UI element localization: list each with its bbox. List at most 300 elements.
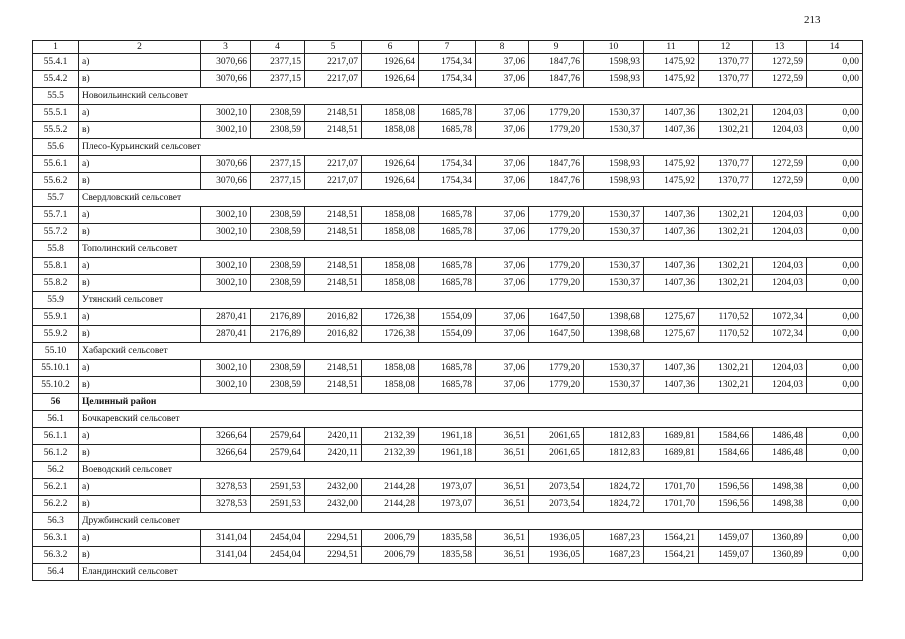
value-cell: 37,06 [476, 207, 529, 224]
value-cell: 3070,66 [201, 173, 251, 190]
row-id-cell: 56.1.2 [33, 445, 79, 462]
table-row [33, 275, 863, 292]
row-id-cell: 56.3.1 [33, 530, 79, 547]
value-cell: 3002,10 [201, 224, 251, 241]
value-cell: 37,06 [476, 309, 529, 326]
value-cell: 1685,78 [419, 275, 476, 292]
table-row [33, 156, 863, 173]
value-cell: 1530,37 [584, 360, 644, 377]
row-label-cell: в) [79, 547, 201, 564]
column-number-cell: 14 [807, 41, 863, 54]
value-cell: 1685,78 [419, 122, 476, 139]
row-label-cell: а) [79, 530, 201, 547]
value-cell: 1370,77 [699, 54, 753, 71]
table-row [33, 377, 863, 394]
value-cell: 1936,05 [529, 530, 584, 547]
section-heading-row [33, 190, 863, 207]
column-number-cell: 9 [529, 41, 584, 54]
value-cell: 1370,77 [699, 173, 753, 190]
value-cell: 3141,04 [201, 530, 251, 547]
value-cell: 1687,23 [584, 547, 644, 564]
section-heading-row [33, 462, 863, 479]
section-id-cell: 56 [33, 394, 79, 411]
value-cell: 2294,51 [305, 530, 362, 547]
row-label-cell: в) [79, 377, 201, 394]
row-label-cell: а) [79, 156, 201, 173]
row-label-cell: а) [79, 360, 201, 377]
value-cell: 1407,36 [644, 258, 699, 275]
row-label-cell: а) [79, 258, 201, 275]
value-cell: 1598,93 [584, 71, 644, 88]
value-cell: 1486,48 [753, 428, 807, 445]
value-cell: 2148,51 [305, 377, 362, 394]
row-id-cell: 55.4.1 [33, 54, 79, 71]
section-heading-row [33, 564, 863, 581]
value-cell: 1530,37 [584, 377, 644, 394]
table-row [33, 547, 863, 564]
value-cell: 2176,89 [251, 326, 305, 343]
value-cell: 1779,20 [529, 275, 584, 292]
value-cell: 1204,03 [753, 377, 807, 394]
value-cell: 1726,38 [362, 326, 419, 343]
value-cell: 3002,10 [201, 360, 251, 377]
value-cell: 0,00 [807, 547, 863, 564]
row-label-cell: в) [79, 173, 201, 190]
table-row [33, 326, 863, 343]
value-cell: 1824,72 [584, 496, 644, 513]
section-id-cell: 55.8 [33, 241, 79, 258]
value-cell: 1302,21 [699, 224, 753, 241]
value-cell: 2217,07 [305, 71, 362, 88]
value-cell: 1779,20 [529, 224, 584, 241]
value-cell: 37,06 [476, 360, 529, 377]
section-id-cell: 55.9 [33, 292, 79, 309]
value-cell: 2294,51 [305, 547, 362, 564]
value-cell: 1302,21 [699, 360, 753, 377]
value-cell: 3002,10 [201, 207, 251, 224]
value-cell: 3002,10 [201, 105, 251, 122]
value-cell: 1204,03 [753, 360, 807, 377]
value-cell: 1407,36 [644, 122, 699, 139]
value-cell: 1689,81 [644, 445, 699, 462]
value-cell: 1302,21 [699, 258, 753, 275]
row-label-cell: в) [79, 275, 201, 292]
value-cell: 1302,21 [699, 105, 753, 122]
section-title-cell: Свердловский сельсовет [79, 190, 863, 207]
value-cell: 1847,76 [529, 156, 584, 173]
value-cell: 2591,53 [251, 479, 305, 496]
value-cell: 2454,04 [251, 547, 305, 564]
value-cell: 0,00 [807, 71, 863, 88]
value-cell: 1973,07 [419, 496, 476, 513]
value-cell: 2073,54 [529, 479, 584, 496]
value-cell: 36,51 [476, 496, 529, 513]
value-cell: 1204,03 [753, 122, 807, 139]
value-cell: 3070,66 [201, 156, 251, 173]
value-cell: 2377,15 [251, 54, 305, 71]
value-cell: 0,00 [807, 326, 863, 343]
value-cell: 1407,36 [644, 377, 699, 394]
value-cell: 2308,59 [251, 275, 305, 292]
value-cell: 1779,20 [529, 105, 584, 122]
district-heading-row [33, 394, 863, 411]
value-cell: 1564,21 [644, 547, 699, 564]
section-title-cell: Тополинский сельсовет [79, 241, 863, 258]
value-cell: 1498,38 [753, 479, 807, 496]
table-row [33, 71, 863, 88]
value-cell: 1486,48 [753, 445, 807, 462]
column-number-row [33, 41, 863, 54]
section-id-cell: 55.7 [33, 190, 79, 207]
section-title-cell: Новоильинский сельсовет [79, 88, 863, 105]
value-cell: 0,00 [807, 428, 863, 445]
value-cell: 1554,09 [419, 326, 476, 343]
value-cell: 0,00 [807, 479, 863, 496]
value-cell: 37,06 [476, 224, 529, 241]
value-cell: 0,00 [807, 54, 863, 71]
value-cell: 1596,56 [699, 479, 753, 496]
value-cell: 1936,05 [529, 547, 584, 564]
value-cell: 1779,20 [529, 360, 584, 377]
value-cell: 0,00 [807, 275, 863, 292]
value-cell: 1858,08 [362, 377, 419, 394]
value-cell: 1530,37 [584, 207, 644, 224]
value-cell: 2432,00 [305, 496, 362, 513]
value-cell: 1961,18 [419, 428, 476, 445]
value-cell: 1701,70 [644, 479, 699, 496]
section-id-cell: 55.10 [33, 343, 79, 360]
value-cell: 2061,65 [529, 445, 584, 462]
value-cell: 1685,78 [419, 207, 476, 224]
value-cell: 1926,64 [362, 156, 419, 173]
value-cell: 2148,51 [305, 207, 362, 224]
value-cell: 1858,08 [362, 105, 419, 122]
column-number-cell: 7 [419, 41, 476, 54]
table-row [33, 224, 863, 241]
value-cell: 1754,34 [419, 71, 476, 88]
value-cell: 1687,23 [584, 530, 644, 547]
value-cell: 36,51 [476, 445, 529, 462]
table-row [33, 122, 863, 139]
section-title-cell: Утянский сельсовет [79, 292, 863, 309]
value-cell: 37,06 [476, 122, 529, 139]
column-number-cell: 11 [644, 41, 699, 54]
value-cell: 1689,81 [644, 428, 699, 445]
column-number-cell: 5 [305, 41, 362, 54]
value-cell: 1204,03 [753, 258, 807, 275]
row-label-cell: а) [79, 207, 201, 224]
value-cell: 2217,07 [305, 156, 362, 173]
row-label-cell: в) [79, 224, 201, 241]
value-cell: 0,00 [807, 377, 863, 394]
value-cell: 37,06 [476, 377, 529, 394]
value-cell: 2148,51 [305, 275, 362, 292]
value-cell: 1398,68 [584, 309, 644, 326]
value-cell: 1598,93 [584, 156, 644, 173]
row-label-cell: а) [79, 428, 201, 445]
value-cell: 2420,11 [305, 428, 362, 445]
row-label-cell: а) [79, 309, 201, 326]
value-cell: 0,00 [807, 530, 863, 547]
value-cell: 1835,58 [419, 530, 476, 547]
column-number-cell: 4 [251, 41, 305, 54]
value-cell: 1530,37 [584, 258, 644, 275]
value-cell: 1530,37 [584, 224, 644, 241]
value-cell: 0,00 [807, 445, 863, 462]
value-cell: 1302,21 [699, 275, 753, 292]
value-cell: 2579,64 [251, 428, 305, 445]
value-cell: 2176,89 [251, 309, 305, 326]
value-cell: 3278,53 [201, 496, 251, 513]
value-cell: 1398,68 [584, 326, 644, 343]
value-cell: 2308,59 [251, 377, 305, 394]
value-cell: 1701,70 [644, 496, 699, 513]
value-cell: 1554,09 [419, 309, 476, 326]
value-cell: 3141,04 [201, 547, 251, 564]
value-cell: 2006,79 [362, 547, 419, 564]
row-id-cell: 55.9.1 [33, 309, 79, 326]
value-cell: 37,06 [476, 258, 529, 275]
value-cell: 37,06 [476, 54, 529, 71]
section-id-cell: 56.2 [33, 462, 79, 479]
row-id-cell: 55.10.1 [33, 360, 79, 377]
section-heading-row [33, 513, 863, 530]
value-cell: 1858,08 [362, 122, 419, 139]
value-cell: 1170,52 [699, 309, 753, 326]
value-cell: 1685,78 [419, 224, 476, 241]
row-id-cell: 55.5.1 [33, 105, 79, 122]
value-cell: 1459,07 [699, 547, 753, 564]
table-body [33, 41, 863, 581]
section-heading-row [33, 241, 863, 258]
value-cell: 1302,21 [699, 377, 753, 394]
row-id-cell: 56.1.1 [33, 428, 79, 445]
value-cell: 2420,11 [305, 445, 362, 462]
value-cell: 2308,59 [251, 224, 305, 241]
value-cell: 1858,08 [362, 258, 419, 275]
column-number-cell: 2 [79, 41, 201, 54]
value-cell: 2144,28 [362, 479, 419, 496]
section-id-cell: 56.4 [33, 564, 79, 581]
value-cell: 2454,04 [251, 530, 305, 547]
section-title-cell: Воеводский сельсовет [79, 462, 863, 479]
value-cell: 2377,15 [251, 173, 305, 190]
row-id-cell: 56.2.1 [33, 479, 79, 496]
section-title-cell: Плесо-Курьинский сельсовет [79, 139, 863, 156]
section-title-cell: Целинный район [79, 394, 863, 411]
page-number: 213 [804, 14, 821, 26]
table-row [33, 360, 863, 377]
value-cell: 1598,93 [584, 173, 644, 190]
row-id-cell: 56.2.2 [33, 496, 79, 513]
table-row [33, 54, 863, 71]
value-cell: 1564,21 [644, 530, 699, 547]
value-cell: 3002,10 [201, 275, 251, 292]
value-cell: 1858,08 [362, 275, 419, 292]
value-cell: 2148,51 [305, 360, 362, 377]
value-cell: 0,00 [807, 496, 863, 513]
value-cell: 1072,34 [753, 309, 807, 326]
value-cell: 1754,34 [419, 54, 476, 71]
value-cell: 2377,15 [251, 71, 305, 88]
value-cell: 2870,41 [201, 326, 251, 343]
value-cell: 1407,36 [644, 207, 699, 224]
value-cell: 0,00 [807, 122, 863, 139]
section-id-cell: 55.5 [33, 88, 79, 105]
value-cell: 1302,21 [699, 122, 753, 139]
row-label-cell: в) [79, 496, 201, 513]
value-cell: 1779,20 [529, 258, 584, 275]
value-cell: 37,06 [476, 326, 529, 343]
value-cell: 1926,64 [362, 173, 419, 190]
value-cell: 37,06 [476, 156, 529, 173]
section-heading-row [33, 88, 863, 105]
value-cell: 37,06 [476, 275, 529, 292]
section-heading-row [33, 343, 863, 360]
value-cell: 37,06 [476, 173, 529, 190]
table-row [33, 309, 863, 326]
column-number-cell: 3 [201, 41, 251, 54]
value-cell: 0,00 [807, 173, 863, 190]
column-number-cell: 8 [476, 41, 529, 54]
value-cell: 1475,92 [644, 54, 699, 71]
value-cell: 1858,08 [362, 224, 419, 241]
value-cell: 2308,59 [251, 122, 305, 139]
value-cell: 1647,50 [529, 309, 584, 326]
value-cell: 3070,66 [201, 71, 251, 88]
value-cell: 1275,67 [644, 326, 699, 343]
value-cell: 1475,92 [644, 173, 699, 190]
value-cell: 1926,64 [362, 71, 419, 88]
column-number-cell: 12 [699, 41, 753, 54]
section-id-cell: 56.3 [33, 513, 79, 530]
value-cell: 1973,07 [419, 479, 476, 496]
section-heading-row [33, 411, 863, 428]
value-cell: 1204,03 [753, 207, 807, 224]
value-cell: 1685,78 [419, 105, 476, 122]
value-cell: 3070,66 [201, 54, 251, 71]
table-row [33, 445, 863, 462]
row-id-cell: 55.4.2 [33, 71, 79, 88]
value-cell: 1961,18 [419, 445, 476, 462]
value-cell: 1685,78 [419, 258, 476, 275]
value-cell: 2579,64 [251, 445, 305, 462]
section-title-cell: Дружбинский сельсовет [79, 513, 863, 530]
value-cell: 2132,39 [362, 428, 419, 445]
value-cell: 1779,20 [529, 377, 584, 394]
value-cell: 1272,59 [753, 156, 807, 173]
value-cell: 2061,65 [529, 428, 584, 445]
value-cell: 0,00 [807, 224, 863, 241]
value-cell: 2148,51 [305, 105, 362, 122]
value-cell: 1685,78 [419, 360, 476, 377]
value-cell: 1459,07 [699, 530, 753, 547]
value-cell: 1072,34 [753, 326, 807, 343]
value-cell: 0,00 [807, 207, 863, 224]
value-cell: 2308,59 [251, 207, 305, 224]
value-cell: 1272,59 [753, 71, 807, 88]
value-cell: 37,06 [476, 71, 529, 88]
value-cell: 2132,39 [362, 445, 419, 462]
value-cell: 1584,66 [699, 428, 753, 445]
value-cell: 3266,64 [201, 428, 251, 445]
value-cell: 1475,92 [644, 71, 699, 88]
column-number-cell: 1 [33, 41, 79, 54]
value-cell: 1275,67 [644, 309, 699, 326]
value-cell: 2016,82 [305, 326, 362, 343]
value-cell: 1370,77 [699, 156, 753, 173]
row-label-cell: в) [79, 445, 201, 462]
row-label-cell: в) [79, 71, 201, 88]
value-cell: 1779,20 [529, 207, 584, 224]
tariff-table [32, 40, 863, 581]
value-cell: 36,51 [476, 530, 529, 547]
value-cell: 1812,83 [584, 428, 644, 445]
column-number-cell: 6 [362, 41, 419, 54]
value-cell: 36,51 [476, 479, 529, 496]
value-cell: 1847,76 [529, 71, 584, 88]
row-id-cell: 55.9.2 [33, 326, 79, 343]
value-cell: 1754,34 [419, 156, 476, 173]
row-id-cell: 56.3.2 [33, 547, 79, 564]
value-cell: 2591,53 [251, 496, 305, 513]
value-cell: 3278,53 [201, 479, 251, 496]
value-cell: 0,00 [807, 360, 863, 377]
value-cell: 1726,38 [362, 309, 419, 326]
value-cell: 37,06 [476, 105, 529, 122]
value-cell: 2308,59 [251, 258, 305, 275]
value-cell: 1170,52 [699, 326, 753, 343]
value-cell: 2432,00 [305, 479, 362, 496]
value-cell: 1272,59 [753, 54, 807, 71]
row-id-cell: 55.8.1 [33, 258, 79, 275]
value-cell: 0,00 [807, 309, 863, 326]
value-cell: 1407,36 [644, 224, 699, 241]
table-row [33, 207, 863, 224]
value-cell: 1302,21 [699, 207, 753, 224]
value-cell: 2016,82 [305, 309, 362, 326]
value-cell: 2144,28 [362, 496, 419, 513]
row-id-cell: 55.7.1 [33, 207, 79, 224]
row-label-cell: а) [79, 105, 201, 122]
value-cell: 0,00 [807, 156, 863, 173]
value-cell: 2148,51 [305, 122, 362, 139]
section-id-cell: 55.6 [33, 139, 79, 156]
row-id-cell: 55.6.1 [33, 156, 79, 173]
row-label-cell: в) [79, 326, 201, 343]
table-row [33, 258, 863, 275]
row-label-cell: в) [79, 122, 201, 139]
section-heading-row [33, 292, 863, 309]
value-cell: 1584,66 [699, 445, 753, 462]
section-title-cell: Еландинский сельсовет [79, 564, 863, 581]
value-cell: 2308,59 [251, 105, 305, 122]
row-label-cell: а) [79, 54, 201, 71]
value-cell: 1858,08 [362, 360, 419, 377]
value-cell: 2377,15 [251, 156, 305, 173]
value-cell: 2148,51 [305, 258, 362, 275]
value-cell: 1530,37 [584, 275, 644, 292]
value-cell: 1204,03 [753, 224, 807, 241]
value-cell: 1812,83 [584, 445, 644, 462]
row-id-cell: 55.6.2 [33, 173, 79, 190]
value-cell: 1685,78 [419, 377, 476, 394]
table-row [33, 105, 863, 122]
row-id-cell: 55.8.2 [33, 275, 79, 292]
row-label-cell: а) [79, 479, 201, 496]
value-cell: 3266,64 [201, 445, 251, 462]
value-cell: 1370,77 [699, 71, 753, 88]
